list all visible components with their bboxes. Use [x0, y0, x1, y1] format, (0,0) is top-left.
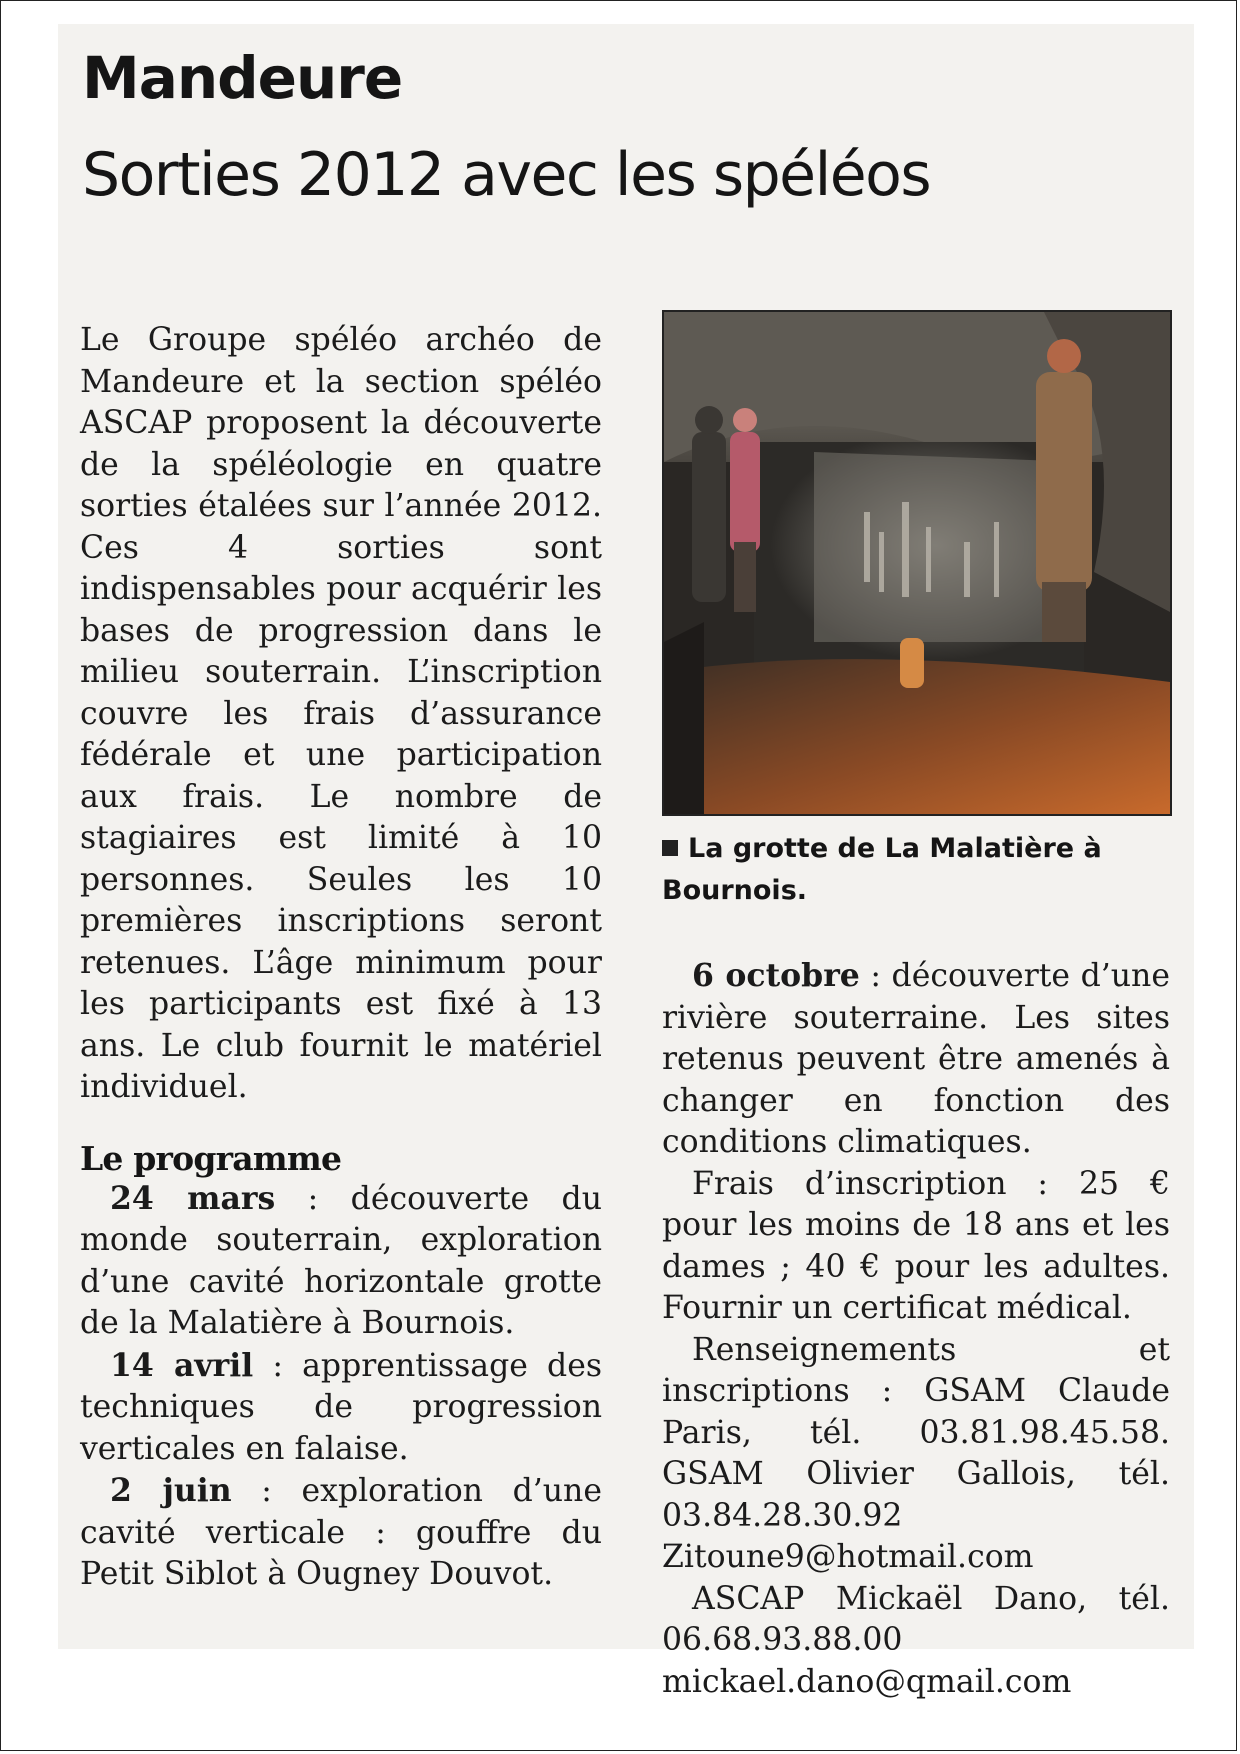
programme-text: : découverte d’une rivière souterraine. Les sites retenus peuvent être amenés à changer en fonction des conditions climatiques.: [662, 958, 1170, 1160]
caption-bullet-icon: [662, 840, 678, 856]
right-column: [662, 955, 1170, 1703]
programme-heading: Le programme: [80, 1138, 342, 1178]
programme-date: 6 octobre: [692, 957, 860, 994]
programme-text: : apprentissage des techniques de progression verticales en falaise.: [80, 1347, 603, 1467]
programme-item: [80, 1345, 602, 1471]
intro-paragraph: Le Groupe spéléo archéo de Mandeure et la section spéléo ASCAP proposent la découverte de la spéléologie en quatre sorties étalées sur l’année 2012. Ces 4 sorties sont indispensables pour acquérir les bases de progression dans le milieu souterrain. L’inscription couvre les frais d’assurance fédérale et une participation aux frais. Le nombre de stagiaires est limité à 10 personnes. Seules les 10 premières inscriptions seront retenues. L’âge minimum pour les participants est fixé à 13 ans. Le club fournit le matériel individuel.: [80, 322, 602, 1105]
left-column: [80, 320, 602, 1596]
fees-paragraph: Frais d’inscription : 25 € pour les moins de 18 ans et les dames ; 40 € pour les adultes. Fournir un certificat médical.: [662, 1165, 1170, 1326]
programme-date: 14 avril: [110, 1346, 254, 1384]
article-headline: Sorties 2012 avec les spéléos: [82, 140, 931, 210]
cave-photo-illustration: [664, 312, 1170, 814]
programme-item: [80, 1178, 602, 1345]
programme-text: : exploration d’une cavité verticale : gouffre du Petit Siblot à Ougney Douvot.: [80, 1473, 602, 1592]
photo-caption-text: La grotte de La Malatière à Bournois.: [662, 833, 1102, 906]
contacts-paragraph: Renseignements et inscriptions : GSAM Claude Paris, tél. 03.81.98.45.58. GSAM Olivier Gallois, tél. 03.84.28.30.92 Zitoune9@hotmail.com: [662, 1331, 1170, 1575]
programme-item: [662, 955, 1170, 1164]
programme-date: 2 juin: [110, 1472, 232, 1509]
programme-date: 24 mars: [110, 1179, 276, 1217]
cave-photo: [662, 310, 1172, 816]
photo-caption: [662, 828, 1162, 912]
programme-text: : découverte du monde souterrain, exploration d’une cavité horizontale grotte de la Malatière à Bournois.: [80, 1180, 603, 1341]
article-kicker: Mandeure: [82, 44, 403, 112]
programme-item: [80, 1470, 602, 1596]
contacts-paragraph: ASCAP Mickaël Dano, tél. 06.68.93.88.00 mickael.dano@qmail.com: [662, 1580, 1170, 1700]
